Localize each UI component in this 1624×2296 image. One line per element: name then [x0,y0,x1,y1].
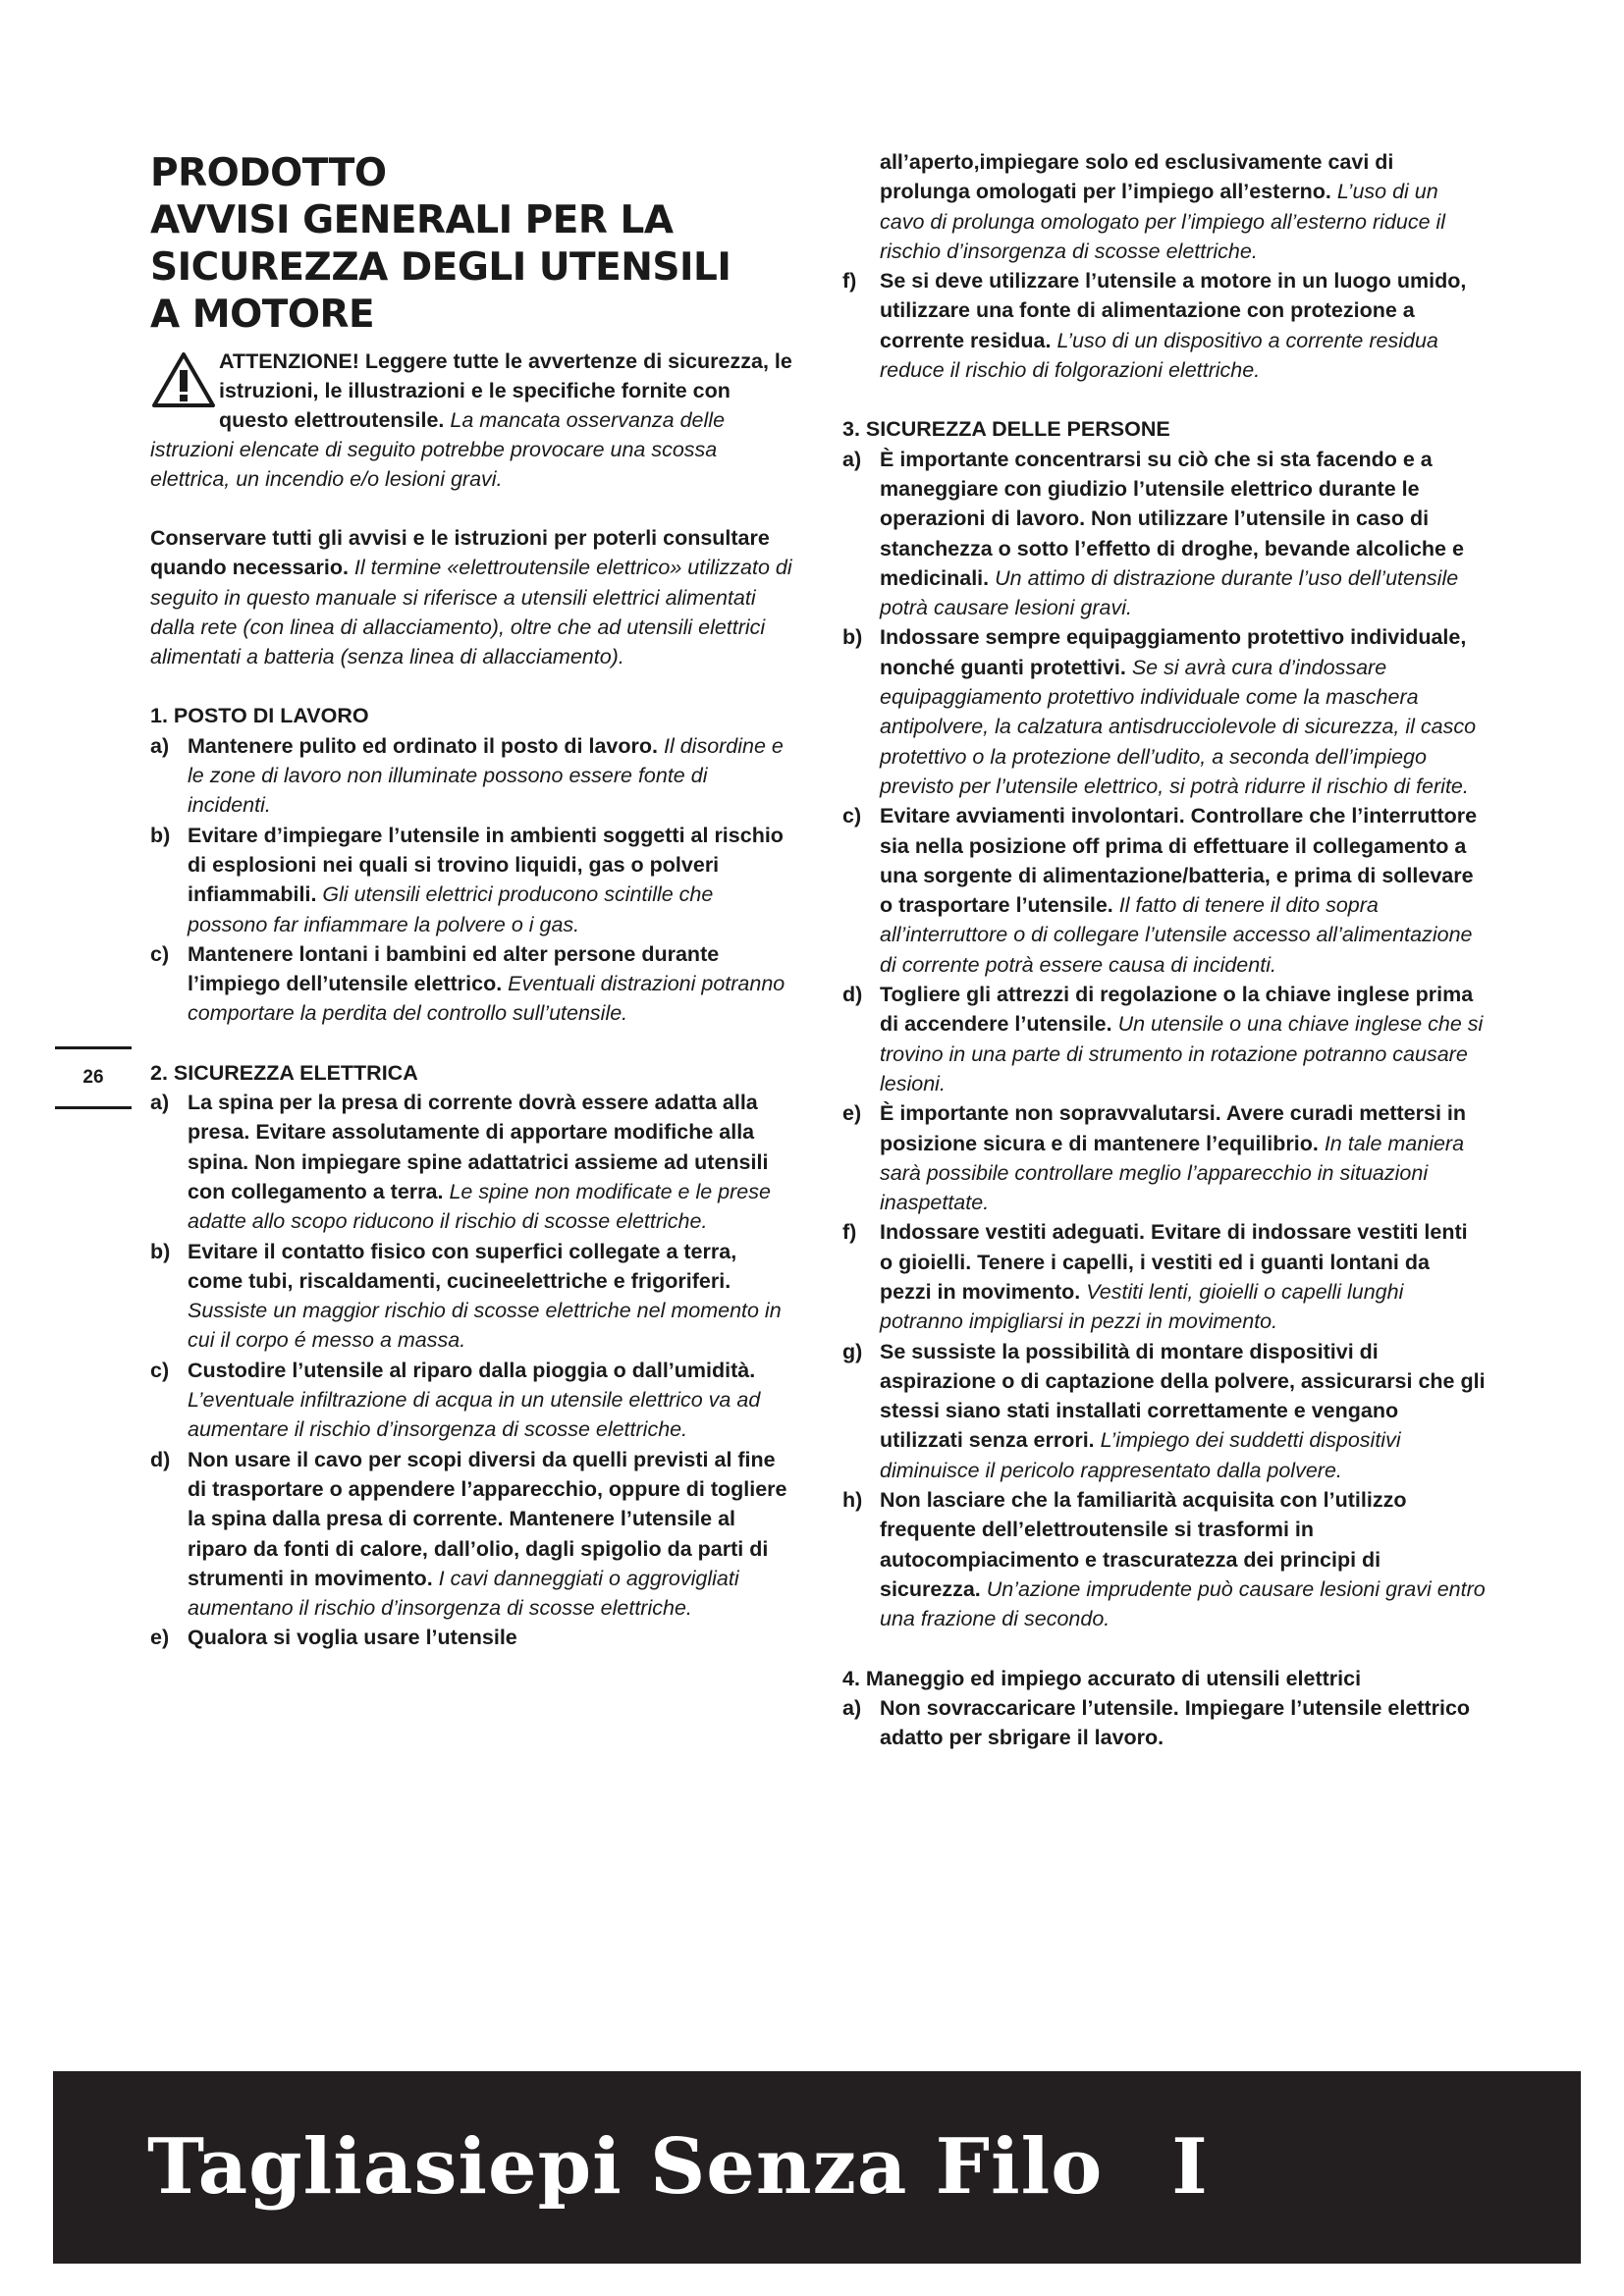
list-item [150,1356,793,1445]
item-label: c) [842,804,862,828]
item-label: f) [842,269,857,294]
item-italic-text: Gli utensili elettrici producono scintille che possono far infiammare la polvere o i gas. [188,882,714,936]
item-bold-text: Mantenere pulito ed ordinato il posto di lavoro. [188,733,658,758]
item-label: b) [150,823,171,847]
list-item [842,980,1486,1098]
warning-block [150,347,793,494]
section-heading: 2. SICUREZZA ELETTRICA [150,1060,418,1085]
item-italic-text: L’uso di un cavo di prolunga omologato per l’impiego all’esterno riduce il rischio d’insorgenza di scosse elettriche. [880,180,1446,263]
item-bold-text: Togliere gli attrezzi di regolazione o la chiave inglese prima di accendere l’utensile. [880,983,1474,1037]
divider [55,1106,132,1109]
footer-title: Tagliasiepi Senza Filo [147,2122,1104,2212]
list-item [150,1445,793,1624]
item-bold-text: Non usare il cavo per scopi diversi da quelli previsti al fine di trasportare o appendere l’apparecchio, oppure di togliere la spina dalla presa di corrente. Mantenere l’utensile al riparo da fonti di calore, dall’olio, dagli spigolio da parti di strumenti in movimento. [188,1447,787,1590]
section-2 [150,1058,793,1653]
item-bold-text: È importante concentrarsi su ciò che si sta facendo e a maneggiare con giudizio l’utensile elettrico durante le operazioni di lavoro. Non utilizzare l’utensile in caso di stanchezza o sotto l’effetto di droghe, bevande alcoliche e medicinali. [880,447,1464,590]
list-item [150,939,793,1029]
section-heading: 1. POSTO DI LAVORO [150,704,369,728]
item-italic-text: Un attimo di distrazione durante l’uso dell’utensile potrà causare lesioni gravi. [880,565,1459,620]
item-bold-text: Non lasciare che la familiarità acquisita con l’utilizzo frequente dell’elettroutensile si trasformi in autocompiacimento e trascuratezza dei principi di sicurezza. [880,1488,1407,1601]
item-bold-text: Se si deve utilizzare l’utensile a motore in un luogo umido, utilizzare una fonte di alimentazione con protezione a corrente residua. [880,269,1467,352]
keep-italic-text: Il termine «elettroutensile elettrico» utilizzato di seguito in questo manuale si riferisce a utensili elettrici alimentati dalla rete (con linea di allacciamento), oltre che ad utensili elettrici alimentati a batteria (senza linea di allacciamento). [150,556,792,669]
item-label: f) [842,1220,857,1245]
item-bold-text: Se sussiste la possibilità di montare dispositivi di aspirazione o di captazione della polvere, assicurarsi che gli stessi siano stati installati correttamente e vengano utilizzati senza errori. [880,1339,1486,1453]
list-item [842,1337,1486,1485]
item-bold-text: Indossare vestiti adeguati. Evitare di indossare vestiti lenti o gioielli. Tenere i capelli, i vestiti ed i guanti lontani da pezzi in movimento. [880,1220,1468,1304]
item-label: h) [842,1488,863,1513]
item-bold-text: Qualora si voglia usare l’utensile [188,1626,517,1650]
item-bold-text: Evitare d’impiegare l’utensile in ambienti soggetti al rischio di esplosioni nei quali si trovino liquidi, gas o polveri infiammabili. [188,823,784,907]
item-label: c) [150,1358,170,1382]
section-heading: 3. SICUREZZA DELLE PERSONE [842,417,1170,442]
item-italic-text: Sussiste un maggior rischio di scosse elettriche nel momento in cui il corpo é messo a massa. [188,1299,782,1353]
right-column [842,147,1486,1752]
page-number: 26 [82,1067,104,1088]
list-item [150,821,793,939]
item-bold-text: Evitare avviamenti involontari. Controllare che l’interruttore sia nella posizione off prima di effettuare il collegamento a una sorgente di alimentazione/batteria, e prima di sollevare o trasportare l’utensile. [880,804,1478,918]
item-label: e) [150,1626,170,1650]
section-heading: 4. Maneggio ed impiego accurato di utensili elettrici [842,1666,1362,1690]
list-item [842,622,1486,801]
list-item [842,266,1486,385]
item-italic-text: Le spine non modificate e le prese adatte allo scopo riducono il rischio di scosse elettriche. [188,1179,771,1234]
warning-bold-text: ATTENZIONE! Leggere tutte le avvertenze di sicurezza, le istruzioni, le illustrazioni e le specifiche fornite con questo elettroutensile. [219,349,792,432]
footer-banner [53,2071,1581,2264]
list-item [842,1217,1486,1336]
left-column [150,147,793,1653]
section-1 [150,701,793,1028]
item-bold-text: Custodire l’utensile al riparo dalla pioggia o dall’umidità. [188,1358,756,1382]
item-label: d) [842,983,863,1007]
item-italic-text: Il fatto di tenere il dito sopra all’interruttore o di collegare l’utensile accesso all’alimentazione di corrente potrà essere causa di incidenti. [880,893,1473,977]
item-italic-text: Eventuali distrazioni potranno comportare la perdita del controllo sull’utensile. [188,972,785,1026]
item-label: a) [842,1695,862,1720]
title-line: SICUREZZA DEGLI UTENSILI [150,245,731,290]
keep-instructions [150,523,793,671]
item-bold-text: Non sovraccaricare l’utensile. Impiegare l’utensile elettrico adatto per sbrigare il lavoro. [880,1695,1471,1750]
footer-language-code: I [1171,2122,1209,2212]
item-bold-text: Evitare il contatto fisico con superfici collegate a terra, come tubi, riscaldamenti, cucineelettriche e frigoriferi. [188,1239,737,1293]
item-label: g) [842,1339,863,1363]
item-label: a) [150,1091,170,1115]
item-italic-text: L’uso di un dispositivo a corrente residua reduce il rischio di folgorazioni elettriche. [880,328,1438,383]
item-italic-text: Se si avrà cura d’indossare equipaggiamento protettivo individuale come la maschera antipolvere, la calzatura antisdrucciolevole di sicurezza, il casco protettivo o la protezione dell’udito, a seconda dell’impiego previsto per l’utensile elettrico, si potrà ridurre il rischio di ferite. [880,655,1477,798]
item-italic-text: I cavi danneggiati o aggrovigliati aumentano il rischio d’insorgenza di scosse elettriche. [188,1566,739,1621]
item-italic-text: In tale maniera sarà possibile controllare meglio l’apparecchio in situazioni inaspettate. [880,1131,1465,1215]
warning-triangle-icon [150,350,217,409]
list-item [150,1623,793,1652]
warning-italic-text: La mancata osservanza delle istruzioni elencate di seguito potrebbe provocare una scossa elettrica, un incendio e/o lesioni gravi. [150,408,726,491]
item-bold-text: È importante non sopravvalutarsi. Avere curadi mettersi in posizione sicura e di mantenere l’equilibrio. [880,1101,1467,1155]
list-item [842,1098,1486,1217]
section-4 [842,1664,1486,1753]
title-line: PRODOTTO [150,151,387,195]
item-italic-text: L’impiego dei suddetti dispositivi diminuisce il pericolo rappresentato dalla polvere. [880,1428,1401,1482]
list-item-continued [842,147,1486,266]
item-bold-text: Mantenere lontani i bambini ed alter persone durante l’impiego dell’utensile elettrico. [188,941,720,996]
item-label: a) [150,733,170,758]
item-italic-text: Un utensile o una chiave inglese che si trovino in una parte di strumento in rotazione potranno causare lesioni. [880,1012,1484,1095]
page-number-marker [55,1046,132,1109]
list-item [842,445,1486,623]
keep-bold-text: Conservare tutti gli avvisi e le istruzioni per poterli consultare quando necessario. [150,526,770,580]
footer-title-wrap [147,2118,1209,2216]
list-item [150,731,793,821]
item-italic-text: Il disordine e le zone di lavoro non illuminate possono essere fonte di incidenti. [188,733,784,818]
title-line: A MOTORE [150,293,375,337]
section-3 [842,414,1486,1633]
item-italic-text: Vestiti lenti, gioielli o capelli lunghi potranno impigliarsi in pezzi in movimento. [880,1279,1404,1334]
list-item [150,1237,793,1356]
item-bold-text: La spina per la presa di corrente dovrà essere adatta alla presa. Evitare assolutamente di apportare modifiche alla spina. Non impiegare spine adattatrici assieme ad utensili con collegamento a terra. [188,1091,769,1203]
item-label: d) [150,1447,171,1471]
item-label: e) [842,1101,862,1126]
item-bold-text: all’aperto,impiegare solo ed esclusivamente cavi di prolunga omologati per l’impiego all’esterno. [880,150,1394,204]
item-bold-text: Indossare sempre equipaggiamento protettivo individuale, nonché guanti protettivi. [880,625,1467,679]
item-italic-text: Un’azione imprudente può causare lesioni gravi entro una frazione di secondo. [880,1576,1486,1631]
title-line: AVVISI GENERALI PER LA [150,198,674,242]
list-item [842,1485,1486,1633]
item-label: b) [842,625,863,650]
list-item [842,801,1486,980]
page-title [150,150,793,339]
item-label: a) [842,447,862,471]
item-italic-text: L’eventuale infiltrazione di acqua in un utensile elettrico va ad aumentare il rischio d’insorgenza di scosse elettriche. [188,1388,761,1442]
item-label: c) [150,941,170,966]
item-label: b) [150,1239,171,1263]
list-item [842,1693,1486,1753]
list-item [150,1088,793,1236]
